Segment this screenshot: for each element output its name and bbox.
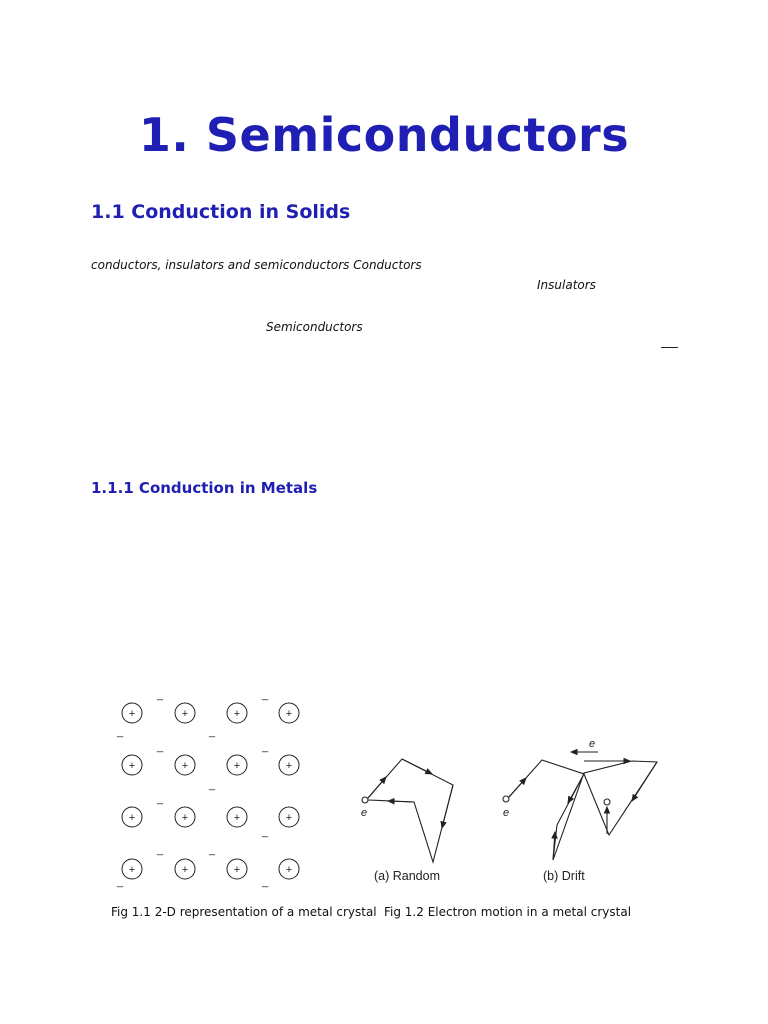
metal-crystal-figure: [105, 680, 325, 900]
free-electron: _: [156, 844, 164, 856]
svg-text:+: +: [181, 864, 189, 876]
ion: [279, 703, 299, 723]
panel-b-label: (b) Drift: [543, 869, 585, 883]
svg-text:+: +: [285, 760, 293, 772]
free-electron: _: [261, 826, 269, 838]
ion: [227, 755, 247, 775]
ion: [227, 859, 247, 879]
page-title: 1. Semiconductors: [138, 108, 630, 162]
svg-text:+: +: [181, 812, 189, 824]
section-heading: 1.1 Conduction in Solids: [91, 201, 351, 223]
ion: [227, 807, 247, 827]
svg-text:+: +: [285, 708, 293, 720]
ion: [122, 703, 142, 723]
svg-text:+: +: [233, 864, 241, 876]
free-electron: _: [116, 726, 124, 738]
svg-text:+: +: [233, 812, 241, 824]
field-electron-label: e: [589, 738, 596, 750]
free-electron: _: [156, 793, 164, 805]
ion: [122, 755, 142, 775]
electron-motion-figure: [350, 730, 670, 890]
svg-text:+: +: [128, 760, 136, 772]
ion: [279, 807, 299, 827]
svg-text:+: +: [233, 760, 241, 772]
svg-text:+: +: [128, 708, 136, 720]
free-electron: _: [156, 741, 164, 753]
electron-label-a: e: [361, 807, 368, 819]
svg-text:+: +: [181, 708, 189, 720]
dash-mark: [661, 347, 678, 348]
svg-text:+: +: [128, 864, 136, 876]
free-electron: _: [261, 689, 269, 701]
free-electron: _: [208, 779, 216, 791]
fig2-caption: Fig 1.2 Electron motion in a metal crystal: [384, 905, 632, 919]
ion: [122, 807, 142, 827]
intro-line: conductors, insulators and semiconductors Conductors: [91, 258, 422, 272]
svg-text:+: +: [128, 812, 136, 824]
panel-a-label: (a) Random: [374, 869, 440, 883]
free-electron: _: [116, 876, 124, 888]
random-path: [362, 759, 453, 862]
ion: [279, 859, 299, 879]
insulators-term: Insulators: [537, 278, 596, 292]
svg-text:+: +: [181, 760, 189, 772]
ion: [175, 755, 195, 775]
ion: [227, 703, 247, 723]
svg-text:+: +: [233, 708, 241, 720]
electron-label-b: e: [503, 807, 510, 819]
electron-start-b: [503, 796, 509, 802]
fig1-caption: Fig 1.1 2-D representation of a metal crystal: [111, 905, 377, 919]
ion: [175, 807, 195, 827]
svg-text:+: +: [285, 864, 293, 876]
subsection-heading: 1.1.1 Conduction in Metals: [91, 479, 318, 497]
free-electron: _: [208, 726, 216, 738]
ion: [122, 859, 142, 879]
free-electron: _: [261, 876, 269, 888]
free-electron: _: [208, 844, 216, 856]
ion: [175, 859, 195, 879]
electron-start-a: [362, 797, 368, 803]
free-electron: _: [261, 741, 269, 753]
semiconductors-term: Semiconductors: [266, 320, 363, 334]
free-electron: _: [156, 689, 164, 701]
drift-path: [503, 752, 657, 860]
ion: [279, 755, 299, 775]
svg-text:+: +: [285, 812, 293, 824]
ion: [175, 703, 195, 723]
